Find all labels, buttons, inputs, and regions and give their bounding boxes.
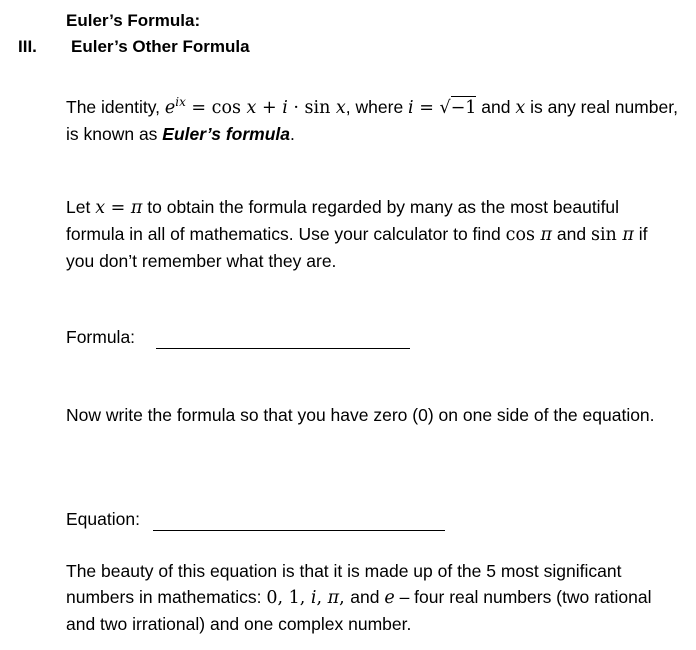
math-exponent: ix [175,95,186,109]
let-x-pi-paragraph: Let x = π to obtain the formula regarded by many as the most beautiful formula in all of mathematics. Use your calculator to find cos π and sin π if you don’t remember what they are. [66,197,648,271]
equation-label: Equation: [66,509,140,529]
formula-label: Formula: [66,327,136,347]
section-numeral: III. [18,37,37,56]
beauty-paragraph: The beauty of this equation is that it is made up of the 5 most significant numbers in mathematics: 0, 1, i, π, and e – four real numbers (two rational and two irrational) and one complex number. [66,561,652,634]
sqrt-argument: −1 [450,98,477,118]
formula-row [66,324,691,350]
sqrt-expression [439,94,476,121]
section-title: Euler’s Formula: [66,11,201,30]
section-subtitle: Euler’s Other Formula [71,37,250,56]
equation-answer-blank[interactable] [153,510,445,531]
sqrt-symbol: √ [439,98,451,118]
formula-answer-blank[interactable] [156,328,410,349]
math-e: e [164,98,176,118]
eulers-formula-name: Euler’s formula [162,124,291,144]
equation-row [66,506,691,532]
euler-identity-paragraph: The identity, $e^{ix} = \cos x + i \cdot \sin x$, where i = √−1 and x is any real number, is known as Euler’s formula. [66,95,678,144]
zero-side-paragraph: Now write the formula so that you have zero (0) on one side of the equation. [66,405,655,425]
